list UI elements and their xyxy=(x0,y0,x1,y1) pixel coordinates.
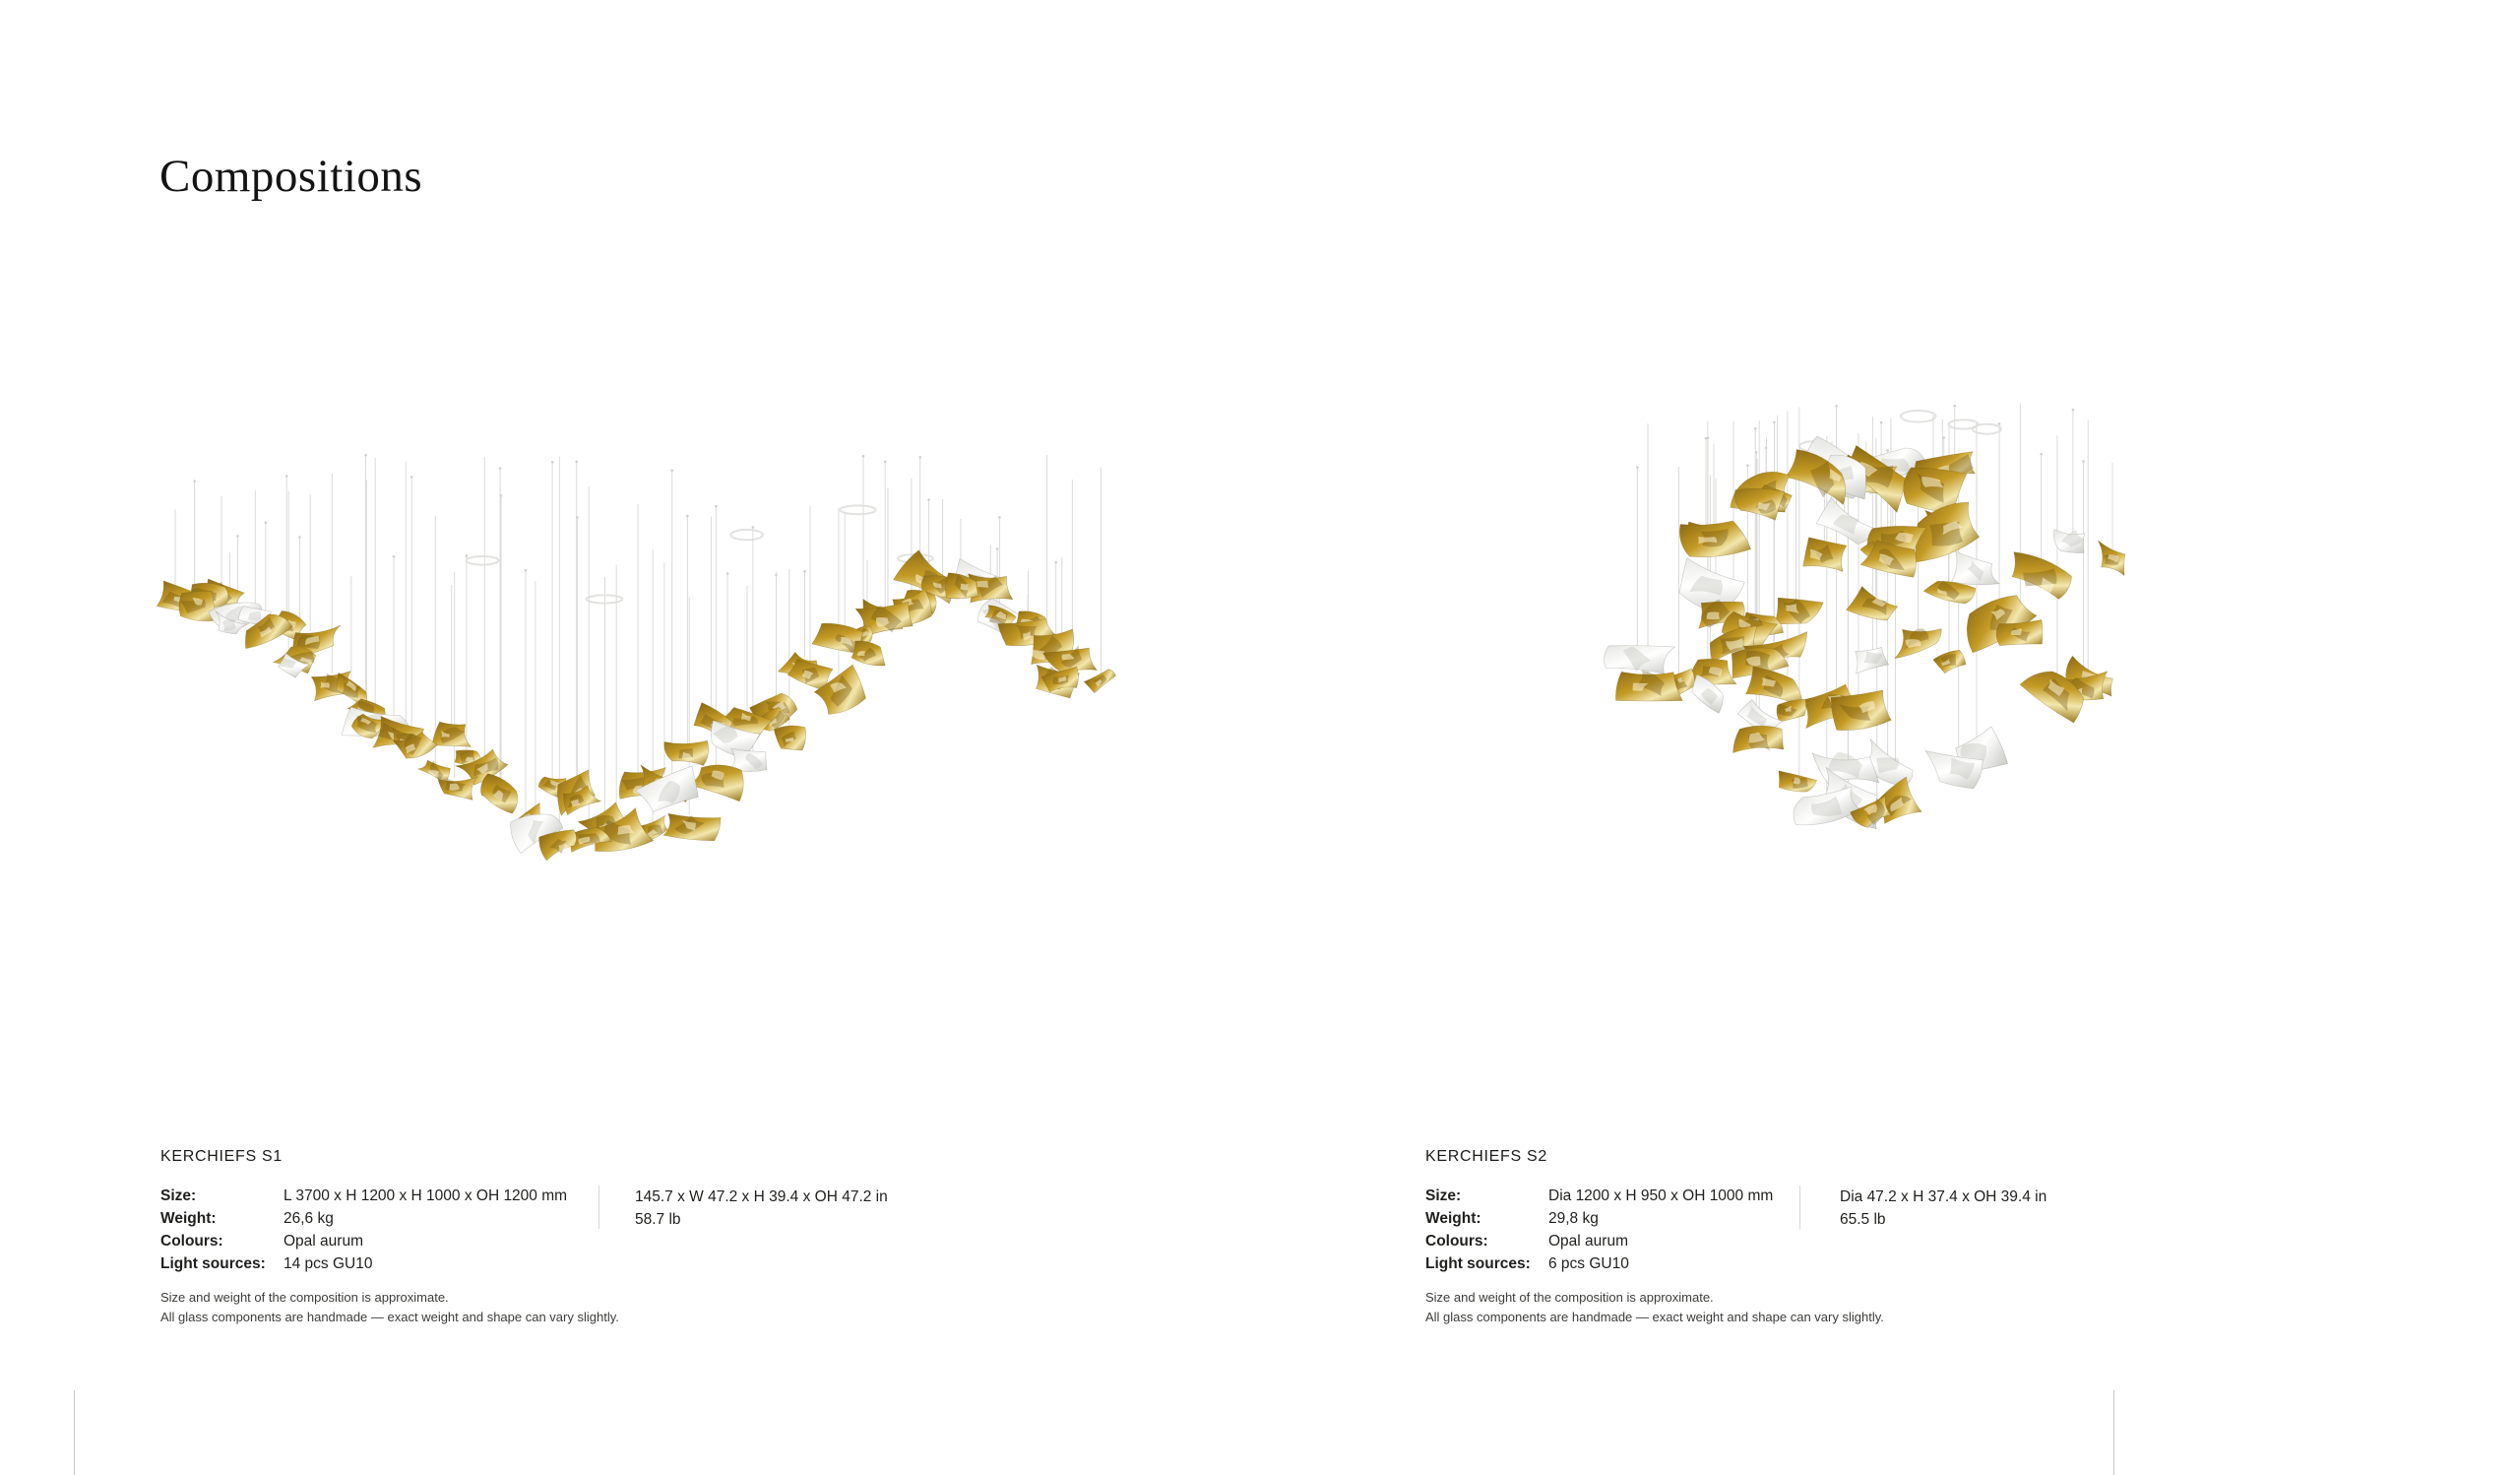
spec-value-light-sources: 6 pcs GU10 xyxy=(1548,1255,1629,1272)
spec-value-weight-imperial: 65.5 lb xyxy=(1840,1211,1886,1228)
spec-row-light-sources xyxy=(160,1252,928,1275)
spec-notes xyxy=(1425,1288,2193,1326)
note-line: All glass components are handmade — exact weight and shape can vary slightly. xyxy=(1425,1309,1884,1324)
spec-row-colours xyxy=(160,1230,928,1252)
spec-label-colours: Colours: xyxy=(1425,1233,1488,1250)
spec-imperial-column xyxy=(598,1186,888,1229)
spec-table xyxy=(1425,1185,2193,1275)
product-image-kerchiefs-s2 xyxy=(1603,392,2134,855)
spec-value-colours: Opal aurum xyxy=(1548,1233,1628,1250)
spec-value-colours: Opal aurum xyxy=(284,1233,363,1250)
spec-table xyxy=(160,1185,928,1275)
spec-value-size-metric: L 3700 x H 1200 x H 1000 x OH 1200 mm xyxy=(284,1187,568,1204)
spec-block-kerchiefs-s2 xyxy=(1425,1145,2193,1326)
product-image-kerchiefs-s1 xyxy=(148,433,1132,866)
product-name: KERCHIEFS S2 xyxy=(1425,1148,1547,1165)
spec-value-weight-metric: 26,6 kg xyxy=(284,1210,334,1227)
page-boundary-line-left xyxy=(74,1390,75,1475)
spec-value-size-imperial: 145.7 x W 47.2 x H 39.4 x OH 47.2 in xyxy=(635,1188,888,1205)
spec-label-size: Size: xyxy=(1425,1187,1462,1204)
page-title: Compositions xyxy=(159,151,423,202)
spec-label-weight: Weight: xyxy=(160,1210,217,1227)
spec-row-colours xyxy=(1425,1230,2193,1252)
spec-label-light-sources: Light sources: xyxy=(160,1255,266,1272)
spec-row-light-sources xyxy=(1425,1252,2193,1275)
note-line: Size and weight of the composition is approximate. xyxy=(1425,1290,1714,1305)
spec-label-size: Size: xyxy=(160,1187,197,1204)
page-boundary-line-right xyxy=(2113,1390,2114,1475)
note-line: Size and weight of the composition is approximate. xyxy=(160,1290,449,1305)
spec-block-kerchiefs-s1 xyxy=(160,1145,928,1326)
spec-value-weight-imperial: 58.7 lb xyxy=(635,1211,681,1228)
note-line: All glass components are handmade — exact weight and shape can vary slightly. xyxy=(160,1309,619,1324)
spec-value-weight-metric: 29,8 kg xyxy=(1548,1210,1599,1227)
spec-label-light-sources: Light sources: xyxy=(1425,1255,1531,1272)
spec-label-colours: Colours: xyxy=(160,1233,223,1250)
spec-imperial-column xyxy=(1799,1186,2047,1229)
spec-value-size-metric: Dia 1200 x H 950 x OH 1000 mm xyxy=(1548,1187,1774,1204)
spec-label-weight: Weight: xyxy=(1425,1210,1481,1227)
spec-value-size-imperial: Dia 47.2 x H 37.4 x OH 39.4 in xyxy=(1840,1188,2048,1205)
spec-notes xyxy=(160,1288,928,1326)
product-name: KERCHIEFS S1 xyxy=(160,1148,283,1165)
spec-value-light-sources: 14 pcs GU10 xyxy=(284,1255,373,1272)
